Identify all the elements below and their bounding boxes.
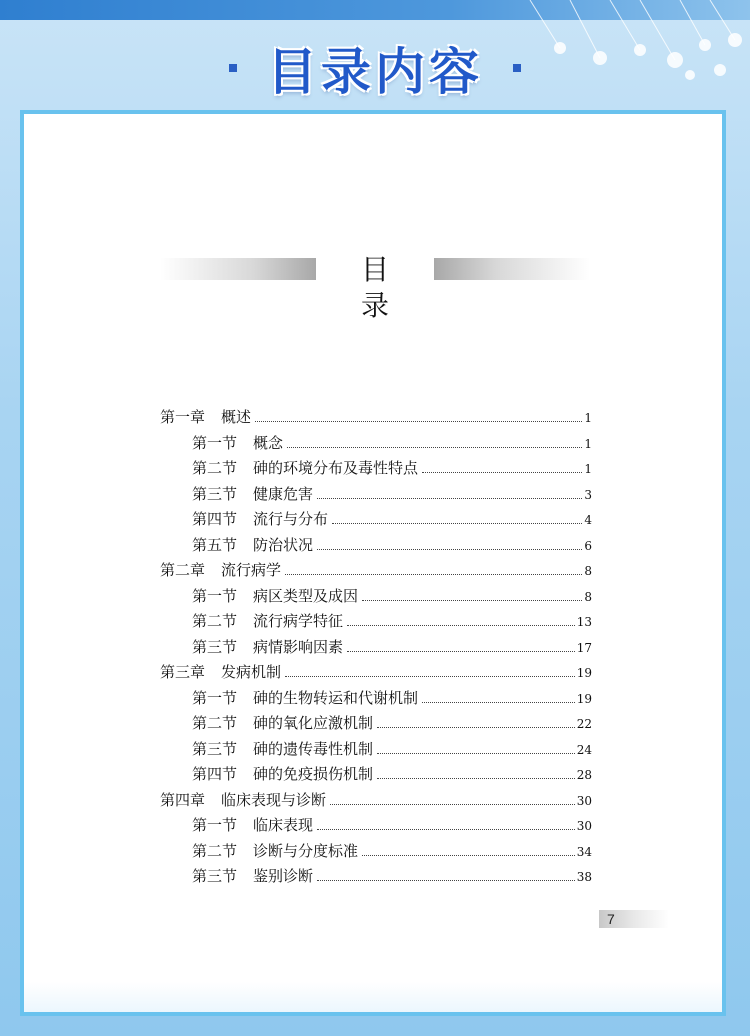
entry-number: 第四章: [160, 790, 206, 809]
entry-title: 砷的生物转运和代谢机制: [253, 688, 419, 707]
entry-title: 临床表现与诊断: [221, 790, 327, 809]
entry-page-number: 4: [584, 513, 592, 527]
entry-title: 流行病学特征: [253, 612, 344, 630]
content-panel: [20, 110, 726, 1016]
toc-section-entry[interactable]: [160, 738, 592, 764]
entry-number: 第二章: [160, 561, 206, 579]
toc-section-entry[interactable]: [160, 636, 592, 662]
toc-section-entry[interactable]: [160, 483, 592, 509]
entry-number: 第一节: [192, 688, 238, 707]
dot-leader: [317, 497, 582, 499]
heading-bar-left: [160, 258, 316, 280]
toc-chapter-entry[interactable]: [160, 661, 592, 687]
dot-leader: [347, 624, 575, 626]
toc-section-entry[interactable]: [160, 457, 592, 483]
toc-section-entry[interactable]: [160, 763, 592, 789]
entry-title: 流行病学: [221, 561, 282, 579]
entry-title: 健康危害: [253, 484, 314, 503]
page-number: 7: [607, 911, 615, 927]
entry-number: 第一节: [192, 433, 238, 452]
dot-leader: [422, 701, 575, 703]
dot-leader: [332, 522, 582, 524]
dot-leader: [377, 752, 575, 754]
entry-title: 砷的氧化应激机制: [253, 714, 374, 732]
entry-number: 第一章: [160, 408, 206, 426]
dot-leader: [287, 446, 582, 448]
toc-section-entry[interactable]: [160, 534, 592, 560]
dot-leader: [285, 675, 575, 677]
entry-number: 第一节: [192, 816, 238, 834]
entry-title: 概念: [253, 433, 284, 452]
entry-page-number: 3: [584, 487, 592, 502]
entry-number: 第三节: [192, 739, 238, 758]
entry-title: 病区类型及成因: [253, 586, 359, 605]
dot-leader: [285, 573, 582, 575]
dot-leader: [377, 777, 575, 779]
entry-page-number: 24: [576, 742, 592, 757]
entry-page-number: 38: [576, 870, 592, 884]
table-of-contents: [160, 406, 592, 891]
entry-title: 概述: [221, 408, 252, 426]
toc-section-entry[interactable]: [160, 585, 592, 611]
entry-number: 第三节: [192, 637, 238, 656]
entry-title: 诊断与分度标准: [253, 841, 359, 860]
dot-leader: [330, 803, 575, 805]
entry-title: 砷的遗传毒性机制: [253, 739, 374, 758]
entry-page-number: 28: [576, 768, 592, 782]
entry-number: 第二节: [192, 714, 238, 732]
page-title: 目录内容: [267, 43, 483, 101]
header-dot-left: [229, 64, 237, 72]
dot-leader: [362, 854, 575, 856]
entry-title: 临床表现: [253, 816, 314, 834]
dot-leader: [317, 548, 582, 550]
header-dot-right: [513, 64, 521, 72]
heading-bar-right: [434, 258, 590, 280]
entry-number: 第四节: [192, 765, 238, 783]
entry-page-number: 8: [584, 589, 592, 604]
toc-section-entry[interactable]: [160, 814, 592, 840]
toc-chapter-entry[interactable]: [160, 559, 592, 585]
entry-page-number: 34: [576, 844, 592, 859]
entry-number: 第三章: [160, 663, 206, 681]
page-header: [0, 30, 750, 106]
entry-page-number: 1: [584, 436, 592, 451]
entry-title: 发病机制: [221, 663, 282, 681]
entry-number: 第二节: [192, 612, 238, 630]
toc-chapter-entry[interactable]: [160, 789, 592, 815]
entry-number: 第二节: [192, 841, 238, 860]
toc-section-entry[interactable]: [160, 432, 592, 458]
dot-leader: [422, 471, 582, 473]
dot-leader: [255, 420, 582, 422]
entry-number: 第二节: [192, 459, 238, 477]
entry-number: 第四节: [192, 510, 238, 528]
entry-page-number: 22: [576, 717, 592, 731]
toc-section-entry[interactable]: [160, 508, 592, 534]
entry-page-number: 6: [584, 538, 592, 553]
page-number-box: [599, 910, 669, 928]
dot-leader: [317, 879, 575, 881]
entry-title: 流行与分布: [253, 510, 329, 528]
entry-title: 砷的免疫损伤机制: [253, 765, 374, 783]
entry-page-number: 1: [584, 462, 592, 476]
entry-page-number: 30: [576, 819, 592, 833]
toc-heading-label: 目 录: [360, 253, 409, 322]
entry-title: 鉴别诊断: [253, 867, 314, 885]
entry-page-number: 19: [576, 691, 592, 706]
dot-leader: [377, 726, 575, 728]
toc-heading: [160, 252, 590, 322]
entry-page-number: 13: [576, 615, 592, 629]
toc-section-entry[interactable]: [160, 687, 592, 713]
toc-section-entry[interactable]: [160, 712, 592, 738]
entry-page-number: 19: [576, 666, 592, 680]
entry-number: 第三节: [192, 867, 238, 885]
dot-leader: [317, 828, 575, 830]
entry-page-number: 30: [576, 793, 592, 808]
entry-page-number: 8: [584, 564, 592, 578]
entry-page-number: 1: [584, 411, 592, 425]
entry-title: 病情影响因素: [253, 637, 344, 656]
entry-page-number: 17: [576, 640, 592, 655]
entry-number: 第一节: [192, 586, 238, 605]
toc-section-entry[interactable]: [160, 610, 592, 636]
toc-section-entry[interactable]: [160, 865, 592, 891]
entry-title: 防治状况: [253, 535, 314, 554]
entry-number: 第五节: [192, 535, 238, 554]
entry-title: 砷的环境分布及毒性特点: [253, 459, 419, 477]
toc-chapter-entry[interactable]: [160, 406, 592, 432]
toc-section-entry[interactable]: [160, 840, 592, 866]
entry-number: 第三节: [192, 484, 238, 503]
dot-leader: [347, 650, 575, 652]
dot-leader: [362, 599, 582, 601]
